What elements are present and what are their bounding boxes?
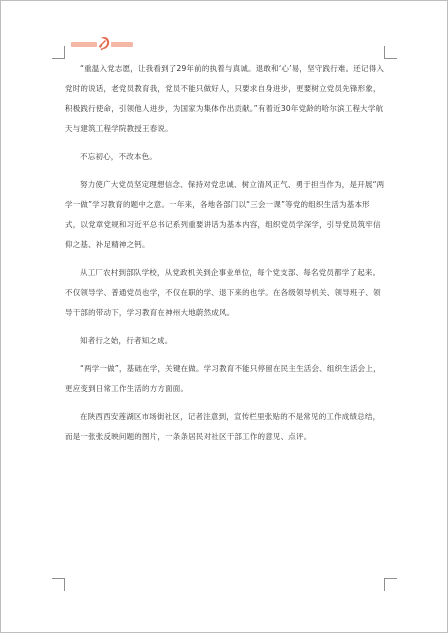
party-emblem-icon xyxy=(98,36,111,51)
paragraph-6: “两学一做”，基础在学，关键在做。学习教育不能只停留在民主生活会、组织生活会上，更应变到日常工作生活的方方面面。 xyxy=(65,364,381,393)
header-decoration xyxy=(71,36,131,52)
header-bar-right xyxy=(111,42,133,47)
margin-corner-bottom-left xyxy=(52,578,65,591)
paragraph-4: 从工厂农村到部队学校，从党政机关到企事业单位，每个党支部、每名党员都学了起来。不仅领导学、普通党员也学，不仅在职的学、退下来的也学。在各级领导机关、领导班子、领导干部的带动下，学习教育在神州大地蔚然成风。 xyxy=(65,268,381,317)
margin-corner-top-right xyxy=(384,46,397,59)
paragraph-2: 不忘初心，不改本色。 xyxy=(80,152,157,161)
document-body xyxy=(65,59,385,447)
margin-corner-top-left xyxy=(52,46,65,59)
paragraph-5: 知者行之始，行者知之成。 xyxy=(80,336,173,345)
paragraph-1: “重温入党志愿，让我看到了29年前的执着与真诚。退敢和‘心’易，坚守践行难。还记得入党时的说话，老党员教育我，党员不能只做好人，只要求自身进步，更要树立党员先锋形象，积极践行使命，引领他人进步，为国家为集体作出贡献。”有着近30年党龄的哈尔滨工程大学航天与建筑工程学院教授王春说。 xyxy=(65,64,385,133)
paragraph-3: 努力使广大党员坚定理想信念、保持对党忠诚、树立清风正气、勇于担当作为，是开展“两学一做”学习教育的题中之意。一年来，各地各部门以“三会一课”等党的组织生活为基本形式，以党章党规和习近平总书记系列重要讲话为基本内容，组织党员学深学，引导党员筑牢信仰之基、补足精神之钙。 xyxy=(65,180,385,249)
paragraph-7: 在陕西西安莲湖区市场街社区，记者注意到，宣传栏里张贴的不是常见的工作成绩总结，而是一张张反映问题的图片，一条条居民对社区干部工作的意见、点评。 xyxy=(65,412,381,441)
margin-corner-bottom-right xyxy=(384,578,397,591)
header-bar-left xyxy=(71,42,97,47)
